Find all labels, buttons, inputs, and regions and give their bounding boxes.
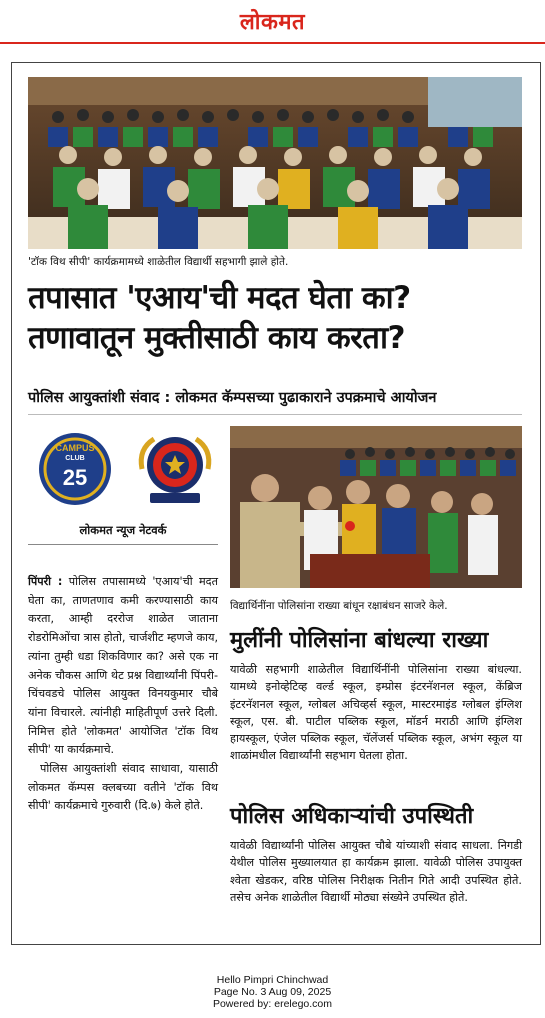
- campus-club-25-logo: [32, 429, 118, 509]
- subheadline: पोलिस आयुक्तांशी संवाद : लोकमत कॅम्पसच्या पुढाकाराने उपक्रमाचे आयोजन: [28, 388, 522, 415]
- page-footer: [0, 974, 545, 1010]
- headline-line-1: तपासात 'एआय'ची मदत घेता का?: [28, 280, 411, 316]
- article-paragraph-1-text: पोलिस तपासामध्ये 'एआय'ची मदत घेता का, ताणतणाव कमी करण्यासाठी काय करता, आम्ही दररोज शाळेत जाताना रोडरोमिओंचा त्रास होतो, चार्जशीट म्हणजे काय, त्यांना तुम्ही धडा शिकविणार का? असे एक ना अनेक चौकस आणि थेट प्रश्न विद्यार्थ्यांनी पिंपरी-चिंचवडचे पोलिस आयुक्त विनयकुमार चौबे यांना विचारले. त्यांनीही माहितीपूर्ण उत्तरे दिली. निमित्त होते 'लोकमत' आयोजित 'टॉक विथ सीपी' या कार्यक्रमाचे.: [28, 575, 219, 757]
- section-text-officers: यावेळी विद्यार्थ्यांनी पोलिस आयुक्त चौबे यांच्याशी संवाद साधला. निगडी येथील पोलिस मुख्यालयात हा कार्यक्रम झाला. यावेळी पोलिस उपायुक्त श्वेता खेडकर, वरिष्ठ पोलिस निरीक्षक नितीन गिते आदी उपस्थित होते. तसेच अनेक शाळेतील विद्यार्थी मोठ्या संख्येने उपस्थित होते.: [230, 839, 522, 904]
- section-heading-officers: पोलिस अधिकाऱ्यांची उपस्थिती: [230, 804, 474, 829]
- police-emblem-logo: [132, 429, 218, 509]
- svg-text:25: 25: [62, 465, 88, 490]
- footer-page-date: Page No. 3 Aug 09, 2025: [213, 986, 332, 998]
- dateline: पिंपरी :: [28, 575, 63, 588]
- lokmat-logo: लोकमत: [239, 9, 306, 35]
- article-body-left: [28, 573, 218, 816]
- article-paragraph-1: [28, 573, 218, 760]
- masthead-rule: [0, 42, 545, 44]
- top-photo-caption: 'टॉक विथ सीपी' कार्यक्रमामध्ये शाळेतील विद्यार्थी सहभागी झाले होते.: [28, 256, 289, 268]
- footer-powered-by: Powered by: erelego.com: [212, 998, 333, 1010]
- rakhi-photo-caption: विद्यार्थिनींना पोलिसांना राख्या बांधून रक्षाबंधन साजरे केले.: [230, 600, 448, 612]
- logos-row: [28, 425, 218, 511]
- news-clipping: [11, 62, 541, 945]
- byline: लोकमत न्यूज नेटवर्क: [28, 523, 218, 545]
- auditorium-photo: [28, 77, 522, 249]
- section-heading-rakhi: मुलींनी पोलिसांना बांधल्या राख्या: [230, 628, 489, 653]
- footer-edition: Hello Pimpri Chinchwad: [216, 974, 329, 986]
- svg-text:CLUB: CLUB: [65, 455, 85, 462]
- svg-text:CAMPUS: CAMPUS: [55, 443, 95, 453]
- section-text-rakhi: यावेळी सहभागी शाळेतील विद्यार्थिनींनी पोलिसांना राख्या बांधल्या. यामध्ये इनोव्हेटिव्ह वर्ल्ड स्कूल, इम्प्रोस इंटरनॅशनल स्कूल, केंब्रिज इंटरनॅशनल स्कूल, ग्लोबल अचिव्हर्स स्कूल, मास्टरमाइंड ग्लोबल इंग्लिश स्कूल, एस. बी. पाटील पब्लिक स्कूल, मॉडर्न मराठी आणि इंग्लिश हायस्कूल, एंजेल पब्लिक स्कूल, चॅलेंजर्स पब्लिक स्कूल, अभंग स्कूल या शाळांमधील विद्यार्थ्यांनी सहभाग घेतला होता.: [230, 663, 522, 763]
- article-paragraph-2: पोलिस आयुक्तांशी संवाद साधावा, यासाठी लोकमत कॅम्पस क्लबच्या वतीने 'टॉक विथ सीपी' कार्यक्रमाचे गुरुवारी (दि.७) केले होते.: [28, 762, 218, 813]
- rakhi-photo: [230, 426, 522, 588]
- headline-line-2: तणावातून मुक्तीसाठी काय करता?: [28, 320, 405, 356]
- masthead: [0, 0, 545, 46]
